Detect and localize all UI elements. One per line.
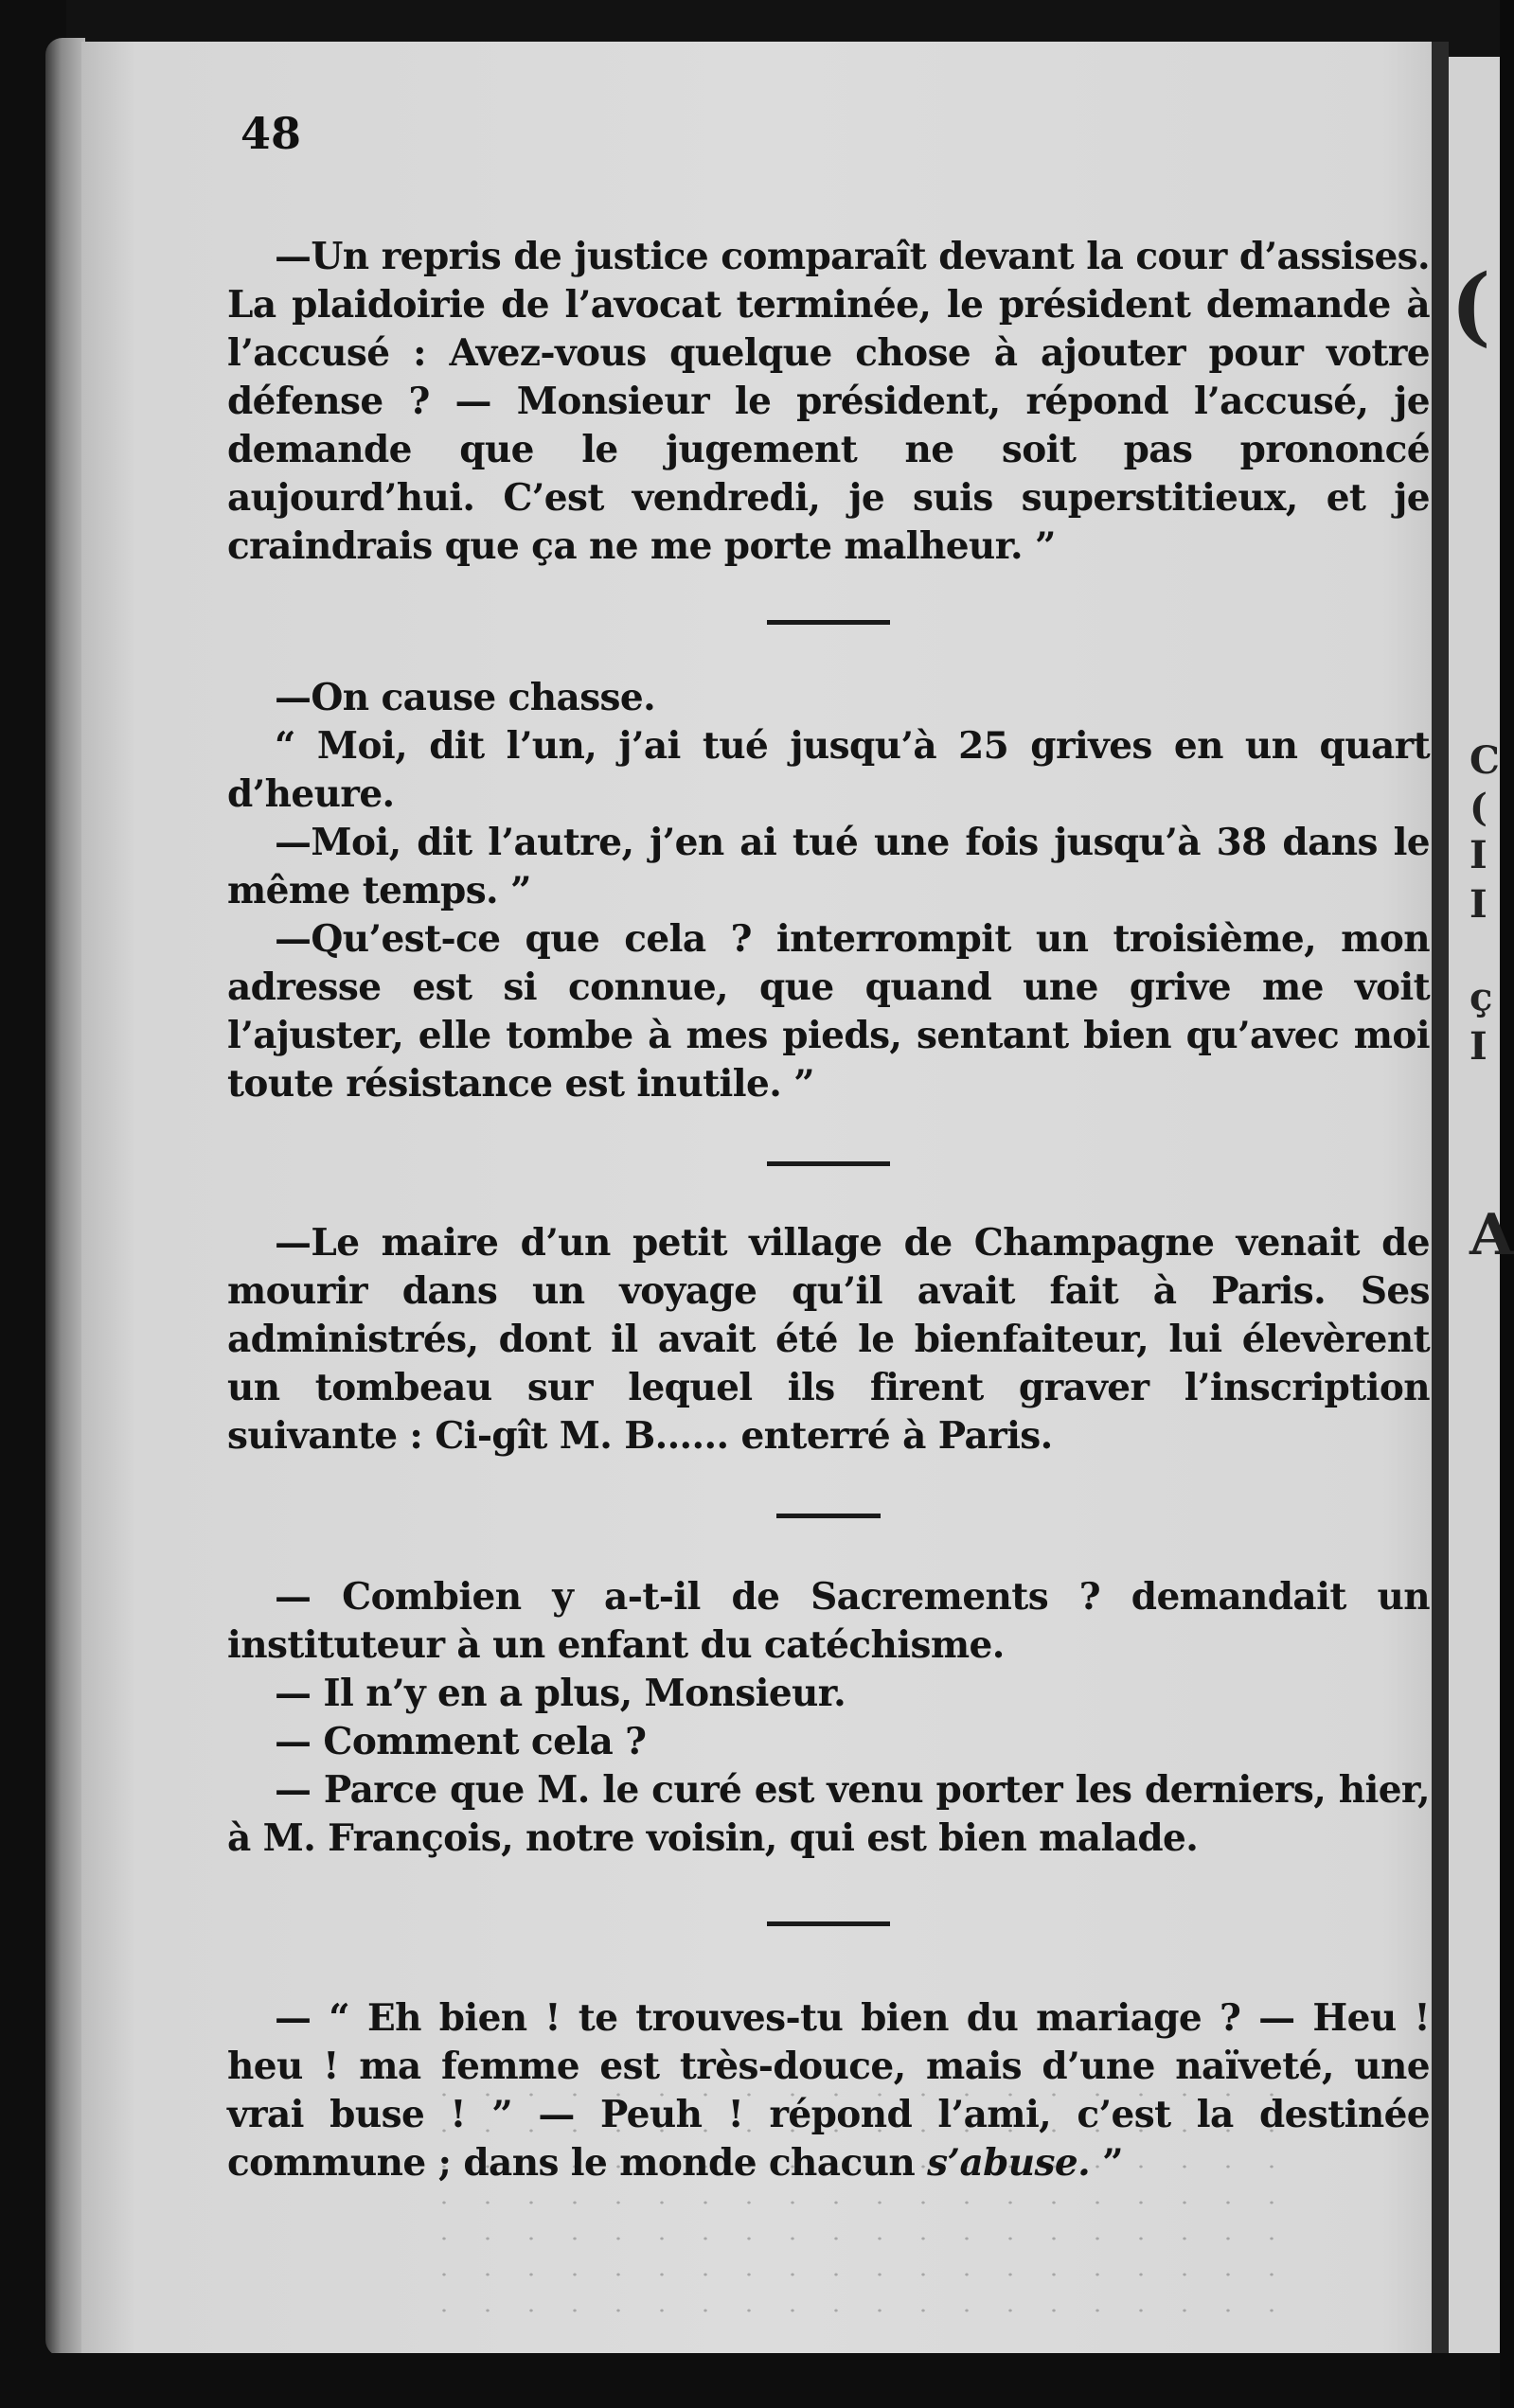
paragraph: — Comment cela ? [275,1720,647,1763]
section-divider [767,1161,890,1166]
facing-page-char: ç [1469,975,1493,1019]
paragraph: —On cause chasse. [275,676,656,719]
anecdote-sacraments [227,1573,1430,1863]
paragraph-text: — “ Eh bien ! te trouves-tu bien du mariage ? — Heu ! heu ! ma femme est très-douce, mais d’une naïveté, une vrai buse ! ” — Peuh ! répond l’ami, c’est la destinée commune ; dans le monde chacun [227,1996,1430,2185]
anecdote-hunting [227,674,1430,1108]
book-gutter [1432,42,1449,2353]
facing-page-fragment [1449,57,1514,2357]
facing-page-char: I [1469,882,1487,927]
facing-page-char: C [1469,738,1500,783]
text-column [227,233,1430,2187]
paragraph: —Le maire d’un petit village de Champagne venait de mourir dans un voyage qu’il avait fait à Paris. Ses administrés, dont il avait été le bienfaiteur, lui élevèrent un tombeau sur lequel ils firent graver l’inscription suivante : Ci-gît M. B...... enterré à Paris. [227,1221,1430,1458]
section-divider [767,620,890,625]
anecdote-marriage [227,1994,1430,2187]
paragraph: —Qu’est-ce que cela ? interrompit un troisième, mon adresse est si connue, que quand une grive me voit l’ajuster, elle tombe à mes pieds, sentant bien qu’avec moi toute résistance est inutile. ” [227,917,1430,1106]
paragraph: — Parce que M. le curé est venu porter les derniers, hier, à M. François, notre voisin, qui est bien malade. [227,1768,1430,1860]
section-divider [767,1921,890,1926]
facing-page-char: A [1469,1202,1514,1268]
page-number: 48 [240,108,302,159]
facing-page-char: ( [1469,786,1487,830]
paragraph: “ Moi, dit l’un, j’ai tué jusqu’à 25 grives en un quart d’heure. [227,724,1430,816]
page-stack-edge [45,38,85,2357]
italic-word: s’abuse. [927,2141,1091,2185]
scan-border-bottom [0,2353,1500,2408]
paragraph [227,1994,1430,2187]
paragraph: —Un repris de justice comparaît devant la cour d’assises. La plaidoirie de l’avocat terminée, le président demande à l’accusé : Avez-vous quelque chose à ajouter pour votre défense ? — Monsieur le président, répond l’accusé, je demande que le jugement ne soit pas prononcé aujourd’hui. C’est vendredi, je suis superstitieux, et je craindrais que ça ne me porte malheur. ” [227,235,1430,568]
facing-page-char: ( [1451,256,1491,356]
facing-page-char: I [1469,833,1487,877]
anecdote-village-mayor [227,1219,1430,1461]
paragraph: —Moi, dit l’autre, j’en ai tué une fois jusqu’à 38 dans le même temps. ” [227,821,1430,912]
closing-quote: ” [1090,2141,1123,2185]
paragraph: — Combien y a-t-il de Sacrements ? demandait un instituteur à un enfant du catéchisme. [227,1575,1430,1667]
paragraph: — Il n’y en a plus, Monsieur. [275,1672,846,1715]
anecdote-superstitious-defendant [227,233,1430,571]
facing-page-char: I [1469,1024,1487,1069]
section-divider [776,1514,881,1518]
